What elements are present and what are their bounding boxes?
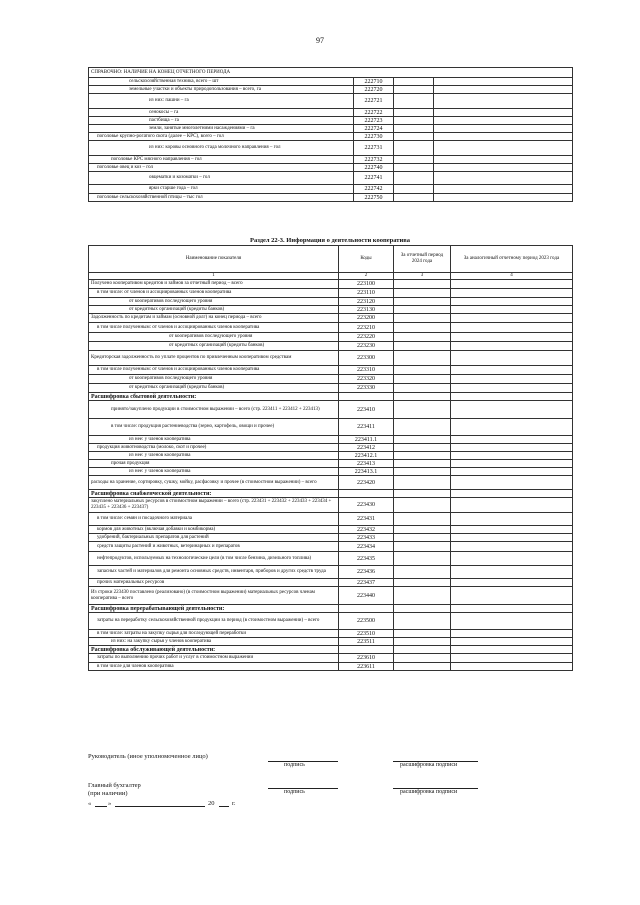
reference-row [89, 78, 573, 86]
signature-decode-caption: расшифровка подписи [400, 762, 458, 768]
date-year: 20 [208, 800, 215, 807]
section-header-row [89, 605, 573, 613]
row-code: 223413.1 [339, 468, 394, 476]
row-code [339, 646, 394, 654]
table-row [89, 419, 573, 436]
row-code: 223435 [339, 552, 394, 566]
value-cell-previous [451, 468, 573, 476]
col-number: 3 [394, 273, 451, 280]
row-code: 222740 [354, 164, 394, 172]
row-label: прочая продукция [89, 460, 339, 468]
row-code: 223411 [339, 419, 394, 436]
table-row [89, 306, 573, 314]
row-label: затраты по выполнению прочих работ и услуг в стоимостном выражении [89, 654, 339, 663]
value-cell-current [394, 646, 451, 654]
value-cell-current [394, 289, 451, 298]
value-cell [394, 133, 434, 141]
row-code: 222732 [354, 156, 394, 164]
date-open-quote: « [88, 800, 92, 807]
value-cell [434, 117, 573, 125]
row-code: 223320 [339, 375, 394, 384]
table-row [89, 460, 573, 468]
date-year-line [219, 806, 229, 807]
table-row [89, 468, 573, 476]
date-close-quote: » [108, 800, 112, 807]
row-label: прочих материальных ресурсов [89, 579, 339, 587]
section-header-label: Расшифровка сбытовой деятельности: [89, 393, 339, 401]
reference-row [89, 86, 573, 94]
row-label: от кредитных организаций (кредиты банков) [89, 306, 339, 314]
value-cell-previous [451, 419, 573, 436]
row-code: 223431 [339, 513, 394, 526]
table-row [89, 630, 573, 638]
value-cell-current [394, 366, 451, 375]
value-cell-current [394, 280, 451, 289]
table-row [89, 280, 573, 289]
row-code: 223110 [339, 289, 394, 298]
reference-row [89, 185, 573, 194]
reference-row [89, 172, 573, 185]
reference-table-header: СПРАВОЧНО: НАЛИЧИЕ НА КОНЕЦ ОТЧЕТНОГО ПЕРИОДА [89, 68, 573, 78]
row-code [339, 393, 394, 401]
row-code: 223511 [339, 638, 394, 646]
table-row [89, 587, 573, 605]
head-label: Руководитель (иное уполномоченное лицо) [88, 753, 208, 760]
value-cell [394, 185, 434, 194]
value-cell-current [394, 419, 451, 436]
col-header-previous: За аналогичный отчетному период 2023 года [451, 246, 573, 273]
row-label: в том числе полученным: от членов и ассоциированных членов кооператива [89, 366, 339, 375]
table-row [89, 314, 573, 323]
value-cell [394, 164, 434, 172]
row-label: сенокосы – га [89, 109, 354, 117]
row-code: 223300 [339, 351, 394, 366]
value-cell-previous [451, 460, 573, 468]
row-label: земельные участки и объекты природопользования – всего, га [89, 86, 354, 94]
row-code: 223100 [339, 280, 394, 289]
row-code: 223330 [339, 384, 394, 393]
value-cell-current [394, 490, 451, 498]
table-row [89, 375, 573, 384]
value-cell-current [394, 298, 451, 306]
row-label: из них: на закупку сырья у членов кооператива [89, 638, 339, 646]
col-number: 1 [89, 273, 339, 280]
row-label: в том числе для членов кооператива [89, 663, 339, 671]
table-row [89, 436, 573, 444]
row-label: в том числе: продукция растениеводства (зерно, картофель, овощи и прочее) [89, 419, 339, 436]
value-cell [434, 172, 573, 185]
row-code: 222730 [354, 133, 394, 141]
table-row [89, 351, 573, 366]
value-cell-previous [451, 375, 573, 384]
value-cell-previous [451, 452, 573, 460]
table-row [89, 579, 573, 587]
row-code [339, 490, 394, 498]
value-cell [434, 94, 573, 109]
value-cell [394, 117, 434, 125]
reference-row [89, 133, 573, 141]
table-row [89, 513, 573, 526]
table-row [89, 342, 573, 351]
row-label: Из строки 223430 поставлено (реализовано) (в стоимостном выражении) материальных ресурсов членам кооператива – всего [89, 587, 339, 605]
value-cell-current [394, 579, 451, 587]
value-cell [434, 78, 573, 86]
row-code: 223510 [339, 630, 394, 638]
value-cell-previous [451, 579, 573, 587]
accountant-note: (при наличии) [88, 790, 128, 797]
row-code: 222741 [354, 172, 394, 185]
value-cell-previous [451, 444, 573, 452]
value-cell-current [394, 306, 451, 314]
section-header-label: Расшифровка перерабатывающей деятельности: [89, 605, 339, 613]
value-cell-current [394, 587, 451, 605]
cooperative-activity-table [88, 245, 573, 671]
date-day-line [95, 806, 107, 807]
table-row [89, 566, 573, 579]
value-cell-previous [451, 306, 573, 314]
value-cell-previous [451, 393, 573, 401]
table-row [89, 526, 573, 534]
row-label: от кооперативов последующего уровня [89, 333, 339, 342]
row-code: 223130 [339, 306, 394, 314]
row-label: пастбища – га [89, 117, 354, 125]
value-cell [394, 109, 434, 117]
value-cell-previous [451, 566, 573, 579]
value-cell-previous [451, 289, 573, 298]
value-cell-current [394, 384, 451, 393]
value-cell-current [394, 476, 451, 490]
value-cell-previous [451, 314, 573, 323]
value-cell-current [394, 526, 451, 534]
row-code: 222720 [354, 86, 394, 94]
table-row [89, 333, 573, 342]
reference-row [89, 109, 573, 117]
section-header-row [89, 646, 573, 654]
value-cell-current [394, 460, 451, 468]
row-code: 223430 [339, 498, 394, 513]
table-row [89, 401, 573, 419]
table-row [89, 298, 573, 306]
value-cell-current [394, 638, 451, 646]
row-code: 222724 [354, 125, 394, 133]
row-label: поголовье КРС мясного направления – гол [89, 156, 354, 164]
table-row [89, 444, 573, 452]
date-month-line [115, 806, 205, 807]
table-row [89, 552, 573, 566]
row-label: поголовье сельскохозяйственной птицы – тыс гол [89, 194, 354, 202]
table-row [89, 663, 573, 671]
value-cell-previous [451, 605, 573, 613]
row-label: в том числе: от членов и ассоциированных членов кооператива [89, 289, 339, 298]
value-cell [434, 86, 573, 94]
value-cell-previous [451, 526, 573, 534]
row-code: 223230 [339, 342, 394, 351]
value-cell-previous [451, 613, 573, 630]
section-header-row [89, 393, 573, 401]
reference-row [89, 125, 573, 133]
row-label: закуплено материальных ресурсов в стоимостном выражении – всего (стр. 223431 + 223432 + 223433 + 223434 + 223435 + 223436 + 223437) [89, 498, 339, 513]
value-cell-current [394, 513, 451, 526]
reference-row [89, 194, 573, 202]
value-cell-previous [451, 552, 573, 566]
value-cell-previous [451, 646, 573, 654]
row-code: 223432 [339, 526, 394, 534]
row-label: принято/закуплено продукции в стоимостном выражении – всего (стр. 223411 + 223412 + 223413) [89, 401, 339, 419]
section-header-row [89, 490, 573, 498]
value-cell-previous [451, 298, 573, 306]
value-cell-current [394, 351, 451, 366]
value-cell-previous [451, 436, 573, 444]
value-cell-previous [451, 542, 573, 552]
reference-row [89, 156, 573, 164]
value-cell-current [394, 393, 451, 401]
row-label: от кооперативов последующего уровня [89, 375, 339, 384]
value-cell-previous [451, 384, 573, 393]
row-code: 223436 [339, 566, 394, 579]
row-code: 223420 [339, 476, 394, 490]
value-cell-current [394, 333, 451, 342]
reference-table [88, 67, 573, 202]
row-code: 223411.1 [339, 436, 394, 444]
accountant-decode-caption: расшифровка подписи [400, 789, 458, 795]
value-cell [394, 125, 434, 133]
col-number: 2 [339, 273, 394, 280]
value-cell-previous [451, 323, 573, 333]
row-label: Получено кооперативом кредитов и займов за отчетный период – всего [89, 280, 339, 289]
value-cell-current [394, 542, 451, 552]
value-cell-previous [451, 534, 573, 542]
reference-row [89, 141, 573, 156]
row-label: удобрений, бактериальных препаратов для растений [89, 534, 339, 542]
row-label: от кредитных организаций (кредиты банков) [89, 342, 339, 351]
value-cell-previous [451, 663, 573, 671]
row-code: 222723 [354, 117, 394, 125]
table-row [89, 534, 573, 542]
row-label: поголовье крупно-рогатого скота (далее – КРС), всего – гол [89, 133, 354, 141]
row-label: поголовье овец и коз – гол [89, 164, 354, 172]
value-cell-current [394, 534, 451, 542]
value-cell [434, 156, 573, 164]
value-cell [434, 125, 573, 133]
value-cell-current [394, 654, 451, 663]
value-cell [434, 194, 573, 202]
value-cell-previous [451, 587, 573, 605]
row-label: из них: пашни – га [89, 94, 354, 109]
row-code: 223200 [339, 314, 394, 323]
value-cell-current [394, 452, 451, 460]
row-code: 223120 [339, 298, 394, 306]
value-cell-current [394, 566, 451, 579]
value-cell-previous [451, 280, 573, 289]
row-code: 223220 [339, 333, 394, 342]
row-label: нефтепродуктов, используемых на технологические цели (в том числе бензина, дизельного топлива) [89, 552, 339, 566]
row-code: 223412.1 [339, 452, 394, 460]
section-title: Раздел 22-3. Информация о деятельности кооператива [249, 237, 410, 244]
row-label: в том числе: семян и посадочного материала [89, 513, 339, 526]
table-row [89, 366, 573, 375]
value-cell-previous [451, 342, 573, 351]
row-label: в том числе полученным: от членов и ассоциированных членов кооператива [89, 323, 339, 333]
value-cell-current [394, 444, 451, 452]
row-label: кормов для животных (включая добавки и комбикорма) [89, 526, 339, 534]
signature-caption: подпись [284, 762, 305, 768]
table-row [89, 476, 573, 490]
row-label: затраты на переработку сельскохозяйственной продукции за период (в стоимостном выражении) – всего [89, 613, 339, 630]
value-cell-previous [451, 333, 573, 342]
row-code: 223440 [339, 587, 394, 605]
row-label: Задолженность по кредитам и займам (основной долг) на конец периода – всего [89, 314, 339, 323]
table-row [89, 498, 573, 513]
value-cell [394, 194, 434, 202]
col-header-name: Наименование показателя [89, 246, 339, 273]
row-label: в том числе: затраты на закупку сырья для последующей переработки [89, 630, 339, 638]
table-row [89, 542, 573, 552]
reference-row [89, 164, 573, 172]
row-code: 222742 [354, 185, 394, 194]
row-label: Кредиторская задолженность по уплате процентов по привлеченным кооперативом средствам [89, 351, 339, 366]
row-code [339, 605, 394, 613]
row-label: запасных частей и материалов для ремонта основных средств, инвентаря, приборов и других средств труда [89, 566, 339, 579]
table-row [89, 289, 573, 298]
section-header-label: Расшифровка обслуживающей деятельности: [89, 646, 339, 654]
row-label: из них: коровы основного стада молочного направления – гол [89, 141, 354, 156]
reference-row [89, 117, 573, 125]
value-cell-previous [451, 654, 573, 663]
value-cell [394, 86, 434, 94]
table-row [89, 654, 573, 663]
value-cell [434, 109, 573, 117]
value-cell-current [394, 605, 451, 613]
value-cell-current [394, 663, 451, 671]
row-code: 223310 [339, 366, 394, 375]
value-cell-current [394, 342, 451, 351]
row-label: земли, занятые многолетними насаждениями – га [89, 125, 354, 133]
table-row [89, 384, 573, 393]
row-label: расходы на хранение, сортировку, сушку, мойку, расфасовку и прочее (в стоимостном выражении) – всего [89, 476, 339, 490]
row-label: овцематки и козоматки – гол [89, 172, 354, 185]
value-cell [394, 78, 434, 86]
value-cell [394, 156, 434, 164]
section-header-label: Расшифровка снабженческой деятельности: [89, 490, 339, 498]
row-label: средств защиты растений и животных, ветеринарных и препаратов [89, 542, 339, 552]
row-code: 223410 [339, 401, 394, 419]
row-code: 222710 [354, 78, 394, 86]
row-code: 223500 [339, 613, 394, 630]
value-cell-current [394, 314, 451, 323]
value-cell-current [394, 323, 451, 333]
row-code: 222722 [354, 109, 394, 117]
row-code: 223610 [339, 654, 394, 663]
row-label: ярки старше года – гол [89, 185, 354, 194]
accountant-label: Главный бухгалтер [88, 782, 141, 789]
value-cell-previous [451, 401, 573, 419]
value-cell [434, 141, 573, 156]
value-cell-previous [451, 630, 573, 638]
value-cell-current [394, 375, 451, 384]
row-label: из нее: у членов кооператива [89, 452, 339, 460]
value-cell-previous [451, 366, 573, 375]
value-cell-current [394, 498, 451, 513]
row-code: 222750 [354, 194, 394, 202]
value-cell-current [394, 468, 451, 476]
row-code: 222731 [354, 141, 394, 156]
table-row [89, 613, 573, 630]
table-row [89, 638, 573, 646]
page-number: 97 [316, 36, 324, 45]
row-code: 223413 [339, 460, 394, 468]
value-cell-previous [451, 351, 573, 366]
value-cell-current [394, 613, 451, 630]
row-code: 223434 [339, 542, 394, 552]
col-number: 4 [451, 273, 573, 280]
value-cell-previous [451, 513, 573, 526]
value-cell-current [394, 436, 451, 444]
value-cell [394, 172, 434, 185]
row-code: 223412 [339, 444, 394, 452]
value-cell [394, 94, 434, 109]
value-cell-current [394, 630, 451, 638]
table-row [89, 452, 573, 460]
value-cell-previous [451, 490, 573, 498]
row-label: из нее: у членов кооператива [89, 468, 339, 476]
col-header-codes: Коды [339, 246, 394, 273]
value-cell [394, 141, 434, 156]
accountant-signature-caption: подпись [284, 789, 305, 795]
value-cell [434, 133, 573, 141]
value-cell [434, 185, 573, 194]
value-cell-current [394, 401, 451, 419]
row-label: продукция животноводства (молоко, скот и прочее) [89, 444, 339, 452]
row-code: 223611 [339, 663, 394, 671]
value-cell-previous [451, 476, 573, 490]
value-cell [434, 164, 573, 172]
row-label: от кооперативов последующего уровня [89, 298, 339, 306]
reference-row [89, 94, 573, 109]
value-cell-previous [451, 498, 573, 513]
date-suffix: г. [232, 800, 236, 807]
row-code: 223210 [339, 323, 394, 333]
table-row [89, 323, 573, 333]
row-code: 223437 [339, 579, 394, 587]
row-label: от кредитных организаций (кредиты банков) [89, 384, 339, 393]
row-code: 223433 [339, 534, 394, 542]
row-label: сельскохозяйственная техника, всего – шт [89, 78, 354, 86]
row-code: 222721 [354, 94, 394, 109]
value-cell-previous [451, 638, 573, 646]
col-header-current: За отчетный период 2024 года [394, 246, 451, 273]
row-label: из нее: у членов кооператива [89, 436, 339, 444]
value-cell-current [394, 552, 451, 566]
